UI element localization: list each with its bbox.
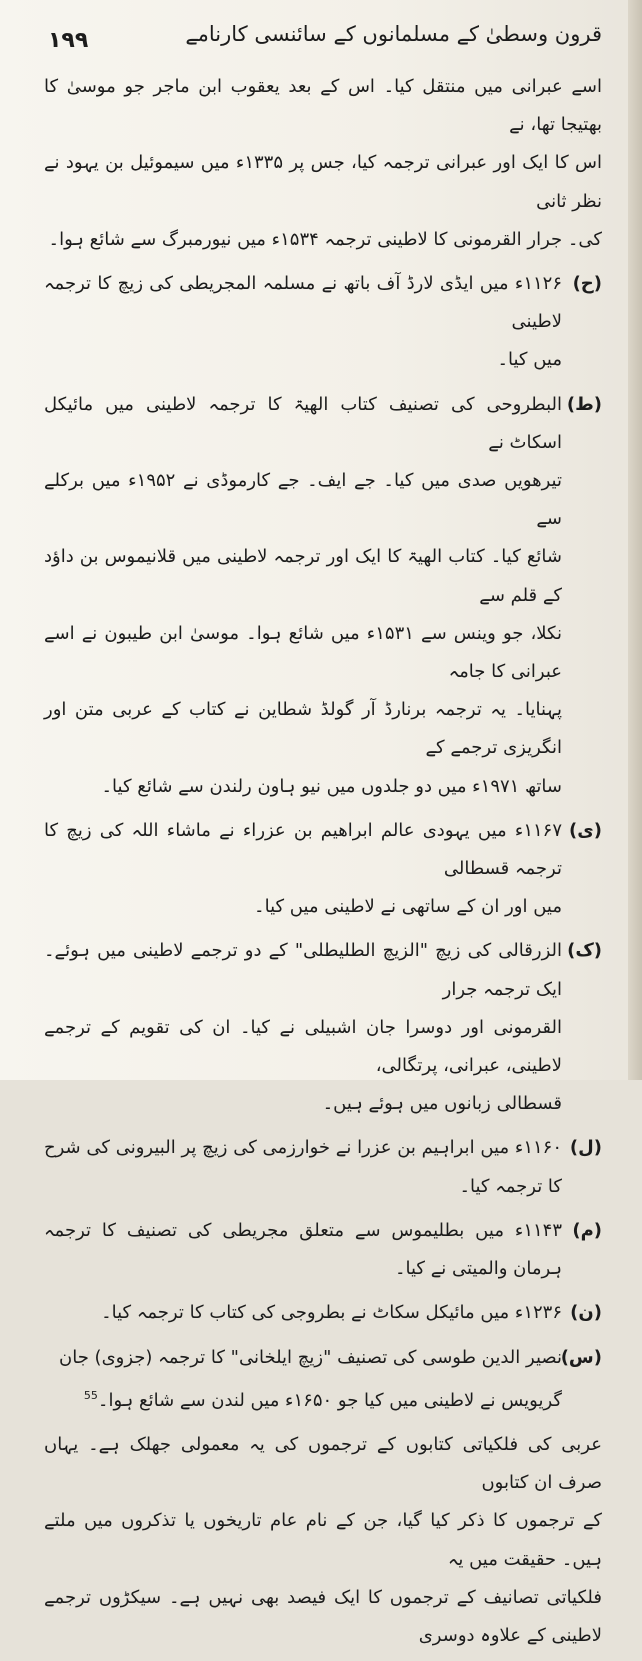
text-line: کے ترجموں کا ذکر کیا گیا، جن کے نام عام تاریخوں یا تذکروں میں ملتے ہیں۔ حقیقت میں یہ	[44, 1510, 602, 1570]
item-marker: (ح)	[572, 273, 602, 295]
text-line: کی۔ جرار القرمونی کا لاطینی ترجمہ ۱۵۳۴ء میں نیورمبرگ سے شائع ہوا۔	[48, 228, 602, 250]
footnote-reference: 55	[83, 1388, 98, 1402]
text-line: اسے عبرانی میں منتقل کیا۔ اس کے بعد یعقوب ابن ماجر جو موسیٰ کا بھتیجا تھا، نے	[44, 76, 602, 136]
text-line: فلکیاتی تصانیف کے ترجموں کا ایک فیصد بھی نہیں ہے۔ سیکڑوں ترجمے لاطینی کے علاوہ دوسری	[44, 1586, 602, 1646]
list-item-n	[44, 1294, 602, 1332]
page-number: ١٩٩	[48, 28, 89, 53]
text-line: القرمونی اور دوسرا جان اشبیلی نے کیا۔ ان کی تقویم کے ترجمے لاطینی، عبرانی، پرتگالی،	[44, 1016, 562, 1077]
intro-paragraph	[44, 68, 602, 259]
text-line: قسطالی زبانوں میں ہوئے ہیں۔	[322, 1093, 562, 1115]
list-item-l	[44, 1129, 602, 1205]
page-edge-shadow	[628, 0, 642, 1080]
text-line: الزرقالی کی زیچ "الزیچ الطلیطلی" کے دو ترجمے لاطینی میں ہوئے۔ ایک ترجمہ جرار	[44, 940, 562, 1000]
list-item-t	[44, 386, 602, 806]
list-item-s	[44, 1339, 602, 1420]
closing-paragraph	[44, 1426, 602, 1655]
item-marker: (ک)	[567, 940, 602, 962]
item-marker: (س)	[560, 1346, 602, 1368]
text-line: ۱۱۶۰ء میں ابراہیم بن عزرا نے خوارزمی کی زیچ پر البیرونی کی شرح کا ترجمہ کیا۔	[44, 1137, 562, 1197]
item-marker: (م)	[572, 1219, 602, 1241]
text-line: ساتھ ۱۹۷۱ء میں دو جلدوں میں نیو ہاون رلندن سے شائع کیا۔	[101, 775, 562, 797]
text-line: شائع کیا۔ کتاب الھیۃ کا ایک اور ترجمہ لاطینی میں قلانیموس بن داؤد کے قلم سے	[44, 546, 562, 606]
running-title: قرون وسطیٰ کے مسلمانوں کے سائنسی کارنامے	[185, 22, 602, 46]
text-line: میں کیا۔	[497, 349, 562, 371]
text-line: عربی کی فلکیاتی کتابوں کے ترجموں کی یہ معمولی جھلک ہے۔ یہاں صرف ان کتابوں	[44, 1433, 602, 1494]
text-line: ۱۱۴۳ء میں بطلیموس سے متعلق مجریطی کی تصنیف کا ترجمہ ہرمان والمیتی نے کیا۔	[44, 1219, 562, 1280]
text-line: میں اور ان کے ساتھی نے لاطینی میں کیا۔	[254, 896, 562, 918]
text-line: ۱۱۶۷ء میں یہودی عالم ابراھیم بن عزراء نے ماشاء اللہ کی زیچ کا ترجمہ قسطالی	[44, 819, 562, 880]
text-line: البطروحی کی تصنیف کتاب الھیۃ کا ترجمہ لاطینی میں مائیکل اسکاٹ نے	[44, 393, 562, 453]
text-line: نصیر الدین طوسی کی تصنیف "زیچ ایلخانی" کا ترجمہ (جزوی) جان	[59, 1346, 562, 1368]
text-line: اس کا ایک اور عبرانی ترجمہ کیا، جس پر ۱۳۳۵ء میں سیموئیل بن یہود نے نظر ثانی	[44, 152, 602, 212]
item-marker: (ل)	[569, 1137, 602, 1159]
list-item-m	[44, 1212, 602, 1288]
text-line: ۱۱۲۶ء میں ایڈی لارڈ آف باتھ نے مسلمہ المجریطی کی زیچ کا ترجمہ لاطینی	[44, 273, 562, 333]
text-line: تیرھویں صدی میں کیا۔ جے ایف۔ جے کارموڈی نے ۱۹۵۲ء میں برکلے سے	[44, 470, 562, 530]
list-item-h	[44, 265, 602, 380]
text-line: ۱۲۳۶ء میں مائیکل سکاٹ نے بطروجی کی کتاب کا ترجمہ کیا۔	[101, 1302, 562, 1324]
item-marker: (ط)	[566, 393, 602, 415]
page-header	[32, 10, 602, 53]
text-line: پہنایا۔ یہ ترجمہ برنارڈ آر گولڈ شطاین نے کتاب کے عربی متن اور انگریزی ترجمے کے	[44, 699, 562, 759]
text-line-with-footnote	[44, 1377, 562, 1420]
item-marker: (ی)	[569, 819, 602, 841]
list-item-k	[44, 932, 602, 1123]
text-body	[44, 68, 602, 1661]
text-line: گریویس نے لاطینی میں کیا جو ۱۶۵۰ء میں لندن سے شائع ہوا۔	[97, 1389, 562, 1411]
item-marker: (ن)	[570, 1302, 602, 1324]
list-item-y	[44, 812, 602, 927]
text-line: نکلا، جو وینس سے ۱۵۳۱ء میں شائع ہوا۔ موسیٰ ابن طیبون نے اسے عبرانی کا جامہ	[44, 622, 562, 683]
